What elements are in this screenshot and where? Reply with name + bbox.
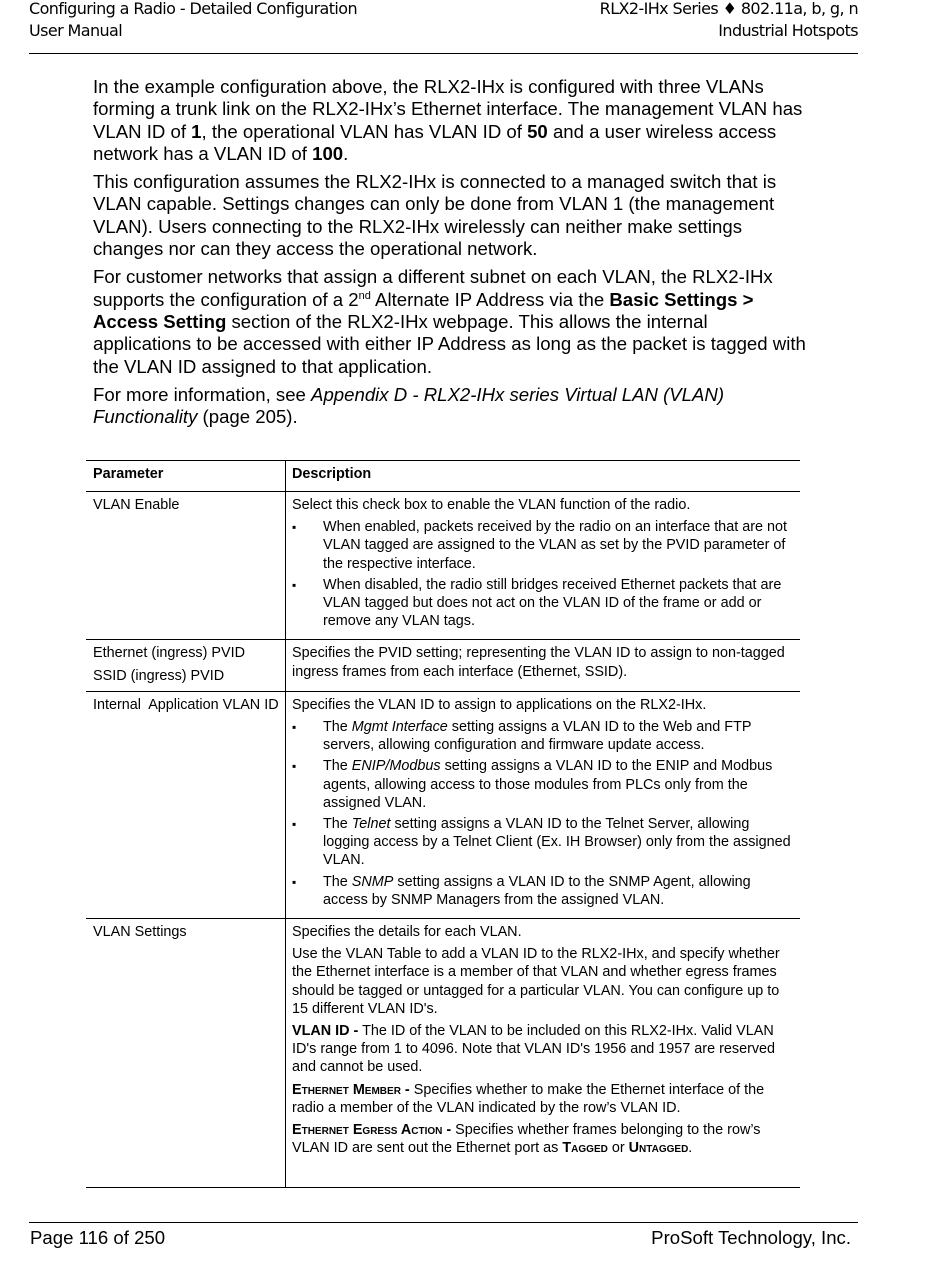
setting-name: ENIP/Modbus: [351, 758, 441, 775]
header-chapter-title: Configuring a Radio - Detailed Configuration: [29, 0, 358, 18]
header-manual-name: User Manual: [29, 21, 123, 40]
bold-menu-path: Basic Settings > Access Setting: [93, 288, 754, 332]
paragraph-more-information: [93, 384, 808, 429]
text-run: .: [688, 1140, 693, 1157]
table-header-row: [86, 461, 800, 492]
term-ethernet-egress-action: Ethernet Egress Action -: [292, 1122, 452, 1139]
text-run: .: [343, 142, 349, 164]
bold-vlan-id-50: 50: [527, 120, 548, 142]
parameter-table: [86, 460, 800, 1188]
paragraph-managed-switch: This configuration assumes the RLX2-IHx is connected to a managed switch that is VLAN capable. Settings changes can only be done from VLAN 1 (the management VLAN). Users connecting to the RLX2-IHx wirelessly can neither make settings changes nor can they access the operational network.: [93, 171, 777, 260]
text-run: The: [323, 758, 352, 775]
description-text: [292, 1121, 794, 1157]
bold-vlan-id-100: 100: [312, 142, 344, 164]
text-run: , the operational VLAN has VLAN ID of: [201, 120, 528, 142]
table-row: [86, 492, 800, 640]
text-run: The ID of the VLAN to be included on this RLX2-IHx. Valid VLAN ID's range from 1 to 4096. Note that VLAN ID's 1956 and 1957 are reserved and cannot be used.: [292, 1023, 776, 1076]
setting-name: SNMP: [351, 873, 394, 890]
bullet-item: ▪ When enabled, packets received by the radio on an interface that are not VLAN tagged are assigned to the VLAN as set by the PVID parameter of the respective interface.: [292, 518, 794, 573]
table-row: [86, 640, 800, 691]
superscript: nd: [358, 289, 371, 302]
bullet-item: [292, 718, 794, 754]
description-text: Select this check box to enable the VLAN function of the radio.: [292, 497, 691, 513]
header-right: [600, 0, 858, 42]
bullet-item: [292, 873, 794, 909]
bold-vlan-id-1: 1: [191, 120, 202, 142]
description-cell: [286, 919, 801, 1188]
text-run: setting assigns a VLAN ID to the Web and FTP servers, allowing configuration and firmware update access.: [323, 719, 752, 754]
text-run: In the example configuration above, the RLX2-IHx is configured with three VLANs forming a trunk link on the RLX2-IHx’s Ethernet interface. The management VLAN has VLAN ID of: [93, 76, 803, 142]
table-row: [86, 919, 800, 1188]
text-run: setting assigns a VLAN ID to the Telnet Server, allowing logging access by a Telnet Client (Ex. IH Browser) only from the assigned VLAN.: [323, 816, 791, 869]
param-cell: [86, 640, 286, 691]
term-tagged: Tagged: [562, 1140, 608, 1157]
text-run: The: [323, 873, 352, 890]
text-run: setting assigns a VLAN ID to the SNMP Agent, allowing access by SNMP Managers from the assigned VLAN.: [323, 873, 751, 908]
param-name: SSID (ingress) PVID: [93, 667, 225, 684]
text-run: Alternate IP Address via the: [370, 288, 610, 310]
param-cell: VLAN Enable: [86, 492, 286, 640]
text-run: or: [607, 1140, 629, 1157]
text-run: section of the RLX2-IHx webpage. This allows the internal applications to be accessed with either IP Address as long as the packet is tagged with the VLAN ID assigned to that application.: [93, 310, 806, 377]
company-name: ProSoft Technology, Inc.: [651, 1227, 851, 1248]
description-text: Specifies the VLAN ID to assign to applications on the RLX2-IHx.: [292, 696, 707, 713]
bullet-item: [292, 815, 794, 870]
bullet-list: [292, 718, 794, 909]
setting-name: Mgmt Interface: [351, 719, 448, 736]
text-run: For more information, see: [93, 383, 312, 405]
term-ethernet-member: Ethernet Member -: [292, 1081, 410, 1098]
text-run: For customer networks that assign a different subnet on each VLAN, the RLX2-IHx supports the configuration of a 2: [93, 266, 773, 310]
text-run: and a user wireless access network has a VLAN ID of: [93, 120, 777, 164]
text-run: The: [323, 719, 352, 736]
header-product-category: Industrial Hotspots: [718, 21, 858, 40]
paragraph-example-configuration: [93, 76, 808, 165]
description-text: Specifies the PVID setting; representing the VLAN ID to assign to non-tagged ingress frames from each interface (Ethernet, SSID).: [292, 645, 785, 680]
description-cell: [286, 691, 801, 918]
term-vlan-id: VLAN ID -: [292, 1023, 359, 1040]
text-run: setting assigns a VLAN ID to the ENIP and Modbus agents, allowing access to those modules from PLCs only from the assigned VLAN.: [323, 758, 773, 811]
text-run: Specifies whether to make the Ethernet interface of the radio a member of the VLAN indicated by the row’s VLAN ID.: [292, 1081, 765, 1116]
text-run: The: [323, 816, 352, 833]
column-header-description: Description: [286, 461, 801, 492]
param-cell: VLAN Settings: [86, 919, 286, 1188]
term-untagged: Untagged: [628, 1140, 689, 1157]
text-run: Specifies whether frames belonging to the row’s VLAN ID are sent out the Ethernet port as: [292, 1122, 761, 1157]
description-text: Specifies the details for each VLAN.: [292, 924, 522, 941]
description-cell: [286, 492, 801, 640]
bullet-list: [292, 518, 794, 630]
description-cell: [286, 640, 801, 691]
page-footer: [29, 1222, 858, 1248]
header-product-series: RLX2-IHx Series ♦ 802.11a, b, g, n: [599, 0, 858, 18]
page-number: Page 116 of 250: [30, 1227, 166, 1248]
appendix-reference: Appendix D - RLX2-IHx series Virtual LAN (VLAN) Functionality: [93, 383, 725, 428]
paragraph-alternate-ip: [93, 266, 808, 377]
param-name: Ethernet (ingress) PVID: [93, 645, 245, 662]
text-run: (page 205).: [197, 406, 298, 428]
body-text: [93, 76, 808, 434]
table-row: [86, 691, 800, 918]
page-header: [29, 0, 858, 54]
setting-name: Telnet: [351, 816, 391, 833]
description-text: [292, 1081, 794, 1117]
description-text: [292, 1022, 794, 1077]
description-text: Use the VLAN Table to add a VLAN ID to the RLX2-IHx, and specify whether the Ethernet interface is a member of that VLAN and whether egress frames should be tagged or untagged for a particular VLAN. You can configure up to 15 different VLAN ID's.: [292, 946, 780, 1017]
column-header-parameter: Parameter: [86, 461, 286, 492]
bullet-item: ▪ When disabled, the radio still bridges received Ethernet packets that are VLAN tagged but does not act on the VLAN ID of the frame or add or remove any VLAN tags.: [292, 576, 794, 631]
param-cell: Internal Application VLAN ID: [86, 691, 286, 918]
bullet-item: [292, 757, 794, 812]
header-left: [29, 0, 357, 42]
